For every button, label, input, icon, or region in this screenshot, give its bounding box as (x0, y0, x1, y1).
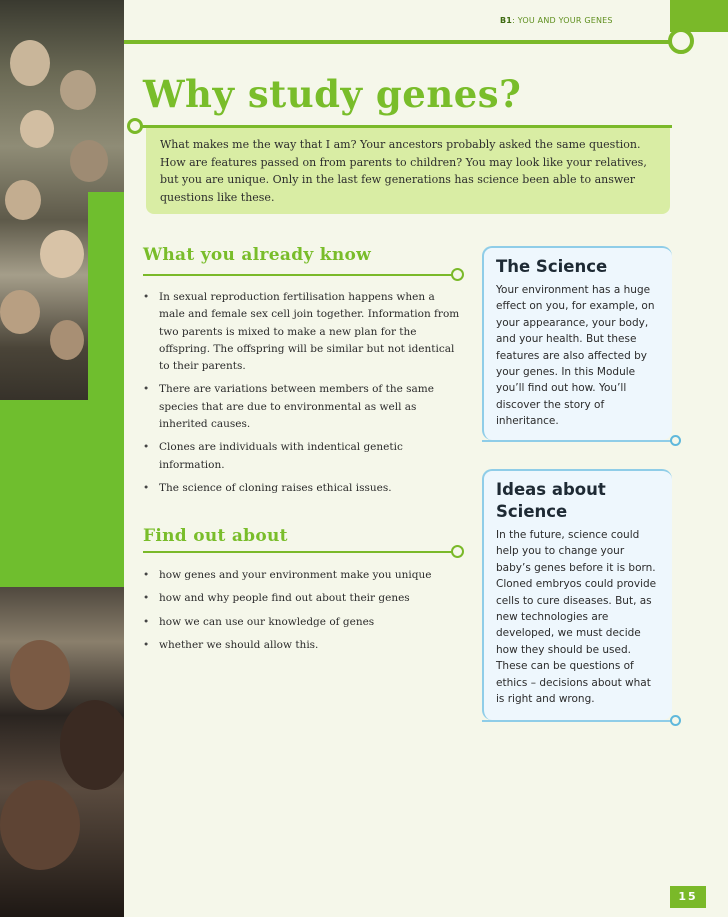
panel-rule (482, 440, 672, 442)
ring-icon (451, 268, 464, 281)
intro-box (146, 128, 670, 214)
list-item: • how we can use our knowledge of genes (143, 614, 461, 631)
heading-rule (143, 551, 453, 553)
panel-heading: Ideas about Science (496, 480, 606, 521)
ideas-panel (482, 469, 672, 720)
module-title: : YOU AND YOUR GENES (512, 16, 613, 25)
list-item: • whether we should allow this. (143, 637, 461, 654)
page-title: Why study genes? (143, 72, 522, 116)
list-item: • how and why people find out about their genes (143, 590, 461, 607)
intro-text: What makes me the way that I am? Your ancestors probably asked the same question. How are features passed on from parents to children? You may look like your relatives, but you are unique. Only in the last few generations has science been able to answer questions like these. (160, 138, 647, 204)
ring-icon (668, 28, 694, 54)
list-item: • The science of cloning raises ethical issues. (143, 480, 461, 497)
module-code: B1 (500, 16, 513, 25)
page-number: 15 (670, 886, 706, 908)
list-item: • how genes and your environment make you unique (143, 567, 461, 584)
ring-icon (670, 715, 681, 726)
top-rule (124, 40, 672, 44)
already-know-heading: What you already know (143, 245, 372, 265)
panel-body: Your environment has a huge effect on you, for example, on your appearance, your body, and your health. But these features are also affected by your genes. In this Module you’ll find out how. You’ll discover the story of inheritance. (496, 284, 655, 428)
science-panel (482, 246, 672, 440)
heading-rule (143, 274, 453, 276)
panel-rule (482, 720, 672, 722)
list-item: • Clones are individuals with indentical genetic information. (143, 439, 461, 474)
panel-heading: The Science (496, 257, 608, 276)
ring-icon (127, 118, 143, 134)
list-item: • In sexual reproduction fertilisation happens when a male and female sex cell join together. Information from two parents is mixed to make a new plan for the offspring. The offspring will be similar but not identical to their parents. (143, 289, 461, 375)
find-out-list (143, 567, 461, 660)
already-know-list (143, 289, 461, 503)
ring-icon (670, 435, 681, 446)
module-header (500, 16, 650, 25)
find-out-heading: Find out about (143, 526, 288, 546)
panel-body: In the future, science could help you to change your baby’s genes before it is born. Cloned embryos could provide cells to cure diseases. But, as new technologies are developed, we must decide how they should be used. These can be questions of ethics – decisions about what is right and wrong. (496, 529, 657, 706)
green-band-lower (0, 400, 124, 587)
list-item: • There are variations between members of the same species that are due to environmental as well as inherited causes. (143, 381, 461, 433)
ring-icon (451, 545, 464, 558)
